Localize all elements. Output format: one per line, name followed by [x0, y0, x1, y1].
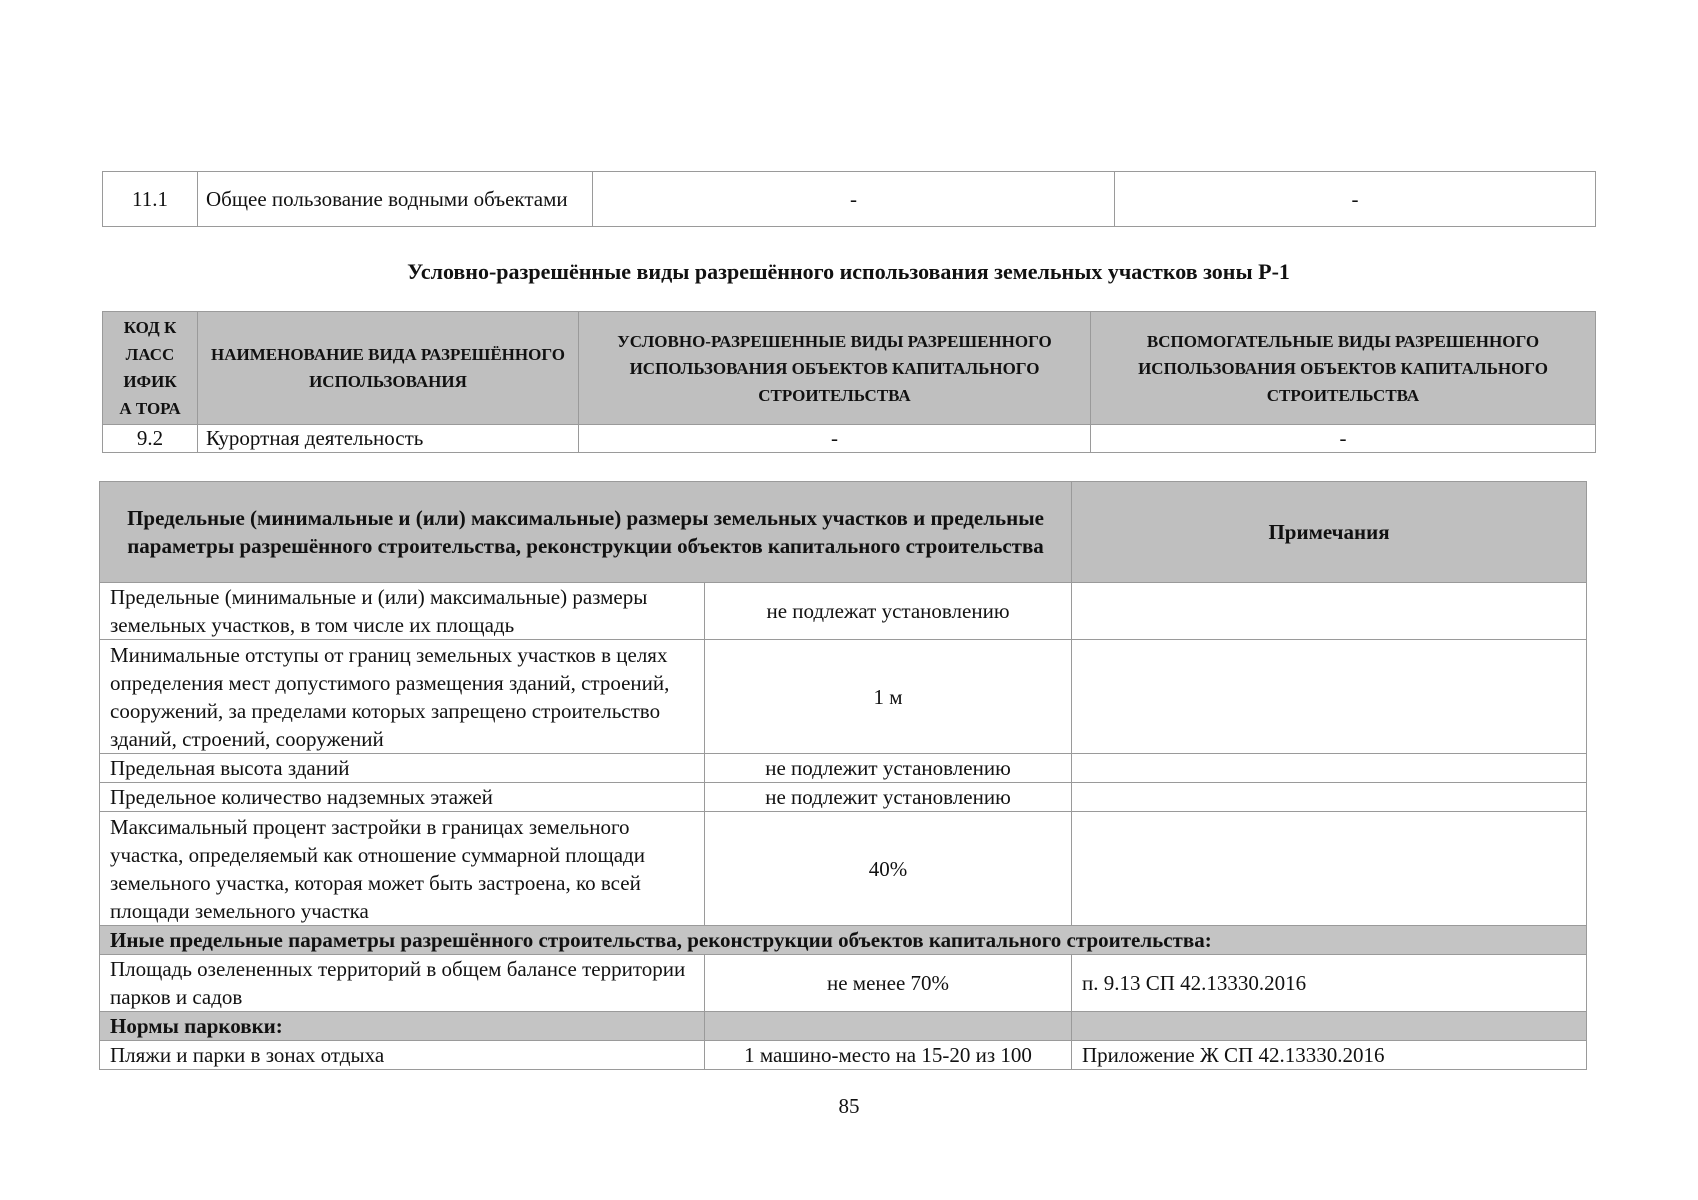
header-auxiliary: ВСПОМОГАТЕЛЬНЫЕ ВИДЫ РАЗРЕШЕННОГО ИСПОЛЬЗОВАНИЯ ОБЪЕКТОВ КАПИТАЛЬНОГО СТРОИТЕЛЬСТВА	[1091, 312, 1596, 425]
header-notes: Примечания	[1072, 482, 1587, 583]
table-row	[100, 783, 1587, 812]
empty-cell	[705, 1012, 1072, 1041]
param-note	[1072, 583, 1587, 640]
param-note	[1072, 812, 1587, 926]
conditional-uses: -	[593, 172, 1115, 227]
param-value: 40%	[705, 812, 1072, 926]
param-value: 1 машино-место на 15-20 из 100	[705, 1041, 1072, 1070]
parameters-table	[99, 481, 1587, 1070]
param-name: Предельное количество надземных этажей	[100, 783, 705, 812]
other-params-row	[100, 926, 1587, 955]
header-parameters: Предельные (минимальные и (или) максимальные) размеры земельных участков и предельные параметры разрешённого строительства, реконструкции объектов капитального строительства	[100, 482, 1072, 583]
param-note	[1072, 640, 1587, 754]
param-note: Приложение Ж СП 42.13330.2016	[1072, 1041, 1587, 1070]
header-code	[103, 312, 198, 425]
table-row	[103, 425, 1596, 453]
table-row	[100, 754, 1587, 783]
header-code-text: КОД КЛАСС ИФИКА ТОРА	[119, 318, 181, 418]
auxiliary-uses: -	[1091, 425, 1596, 453]
page-number: 85	[838, 1094, 860, 1118]
header-conditional: УСЛОВНО-РАЗРЕШЕННЫЕ ВИДЫ РАЗРЕШЕННОГО ИСПОЛЬЗОВАНИЯ ОБЪЕКТОВ КАПИТАЛЬНОГО СТРОИТЕЛЬСТВА	[579, 312, 1091, 425]
auxiliary-uses: -	[1115, 172, 1596, 227]
classifier-code: 9.2	[103, 425, 198, 453]
table-row	[100, 812, 1587, 926]
table-row	[100, 640, 1587, 754]
param-note	[1072, 783, 1587, 812]
param-name: Предельные (минимальные и (или) максимальные) размеры земельных участков, в том числе их площадь	[100, 583, 705, 640]
param-name: Предельная высота зданий	[100, 754, 705, 783]
param-value: не менее 70%	[705, 955, 1072, 1012]
parking-heading: Нормы парковки:	[100, 1012, 705, 1041]
param-value: не подлежит установлению	[705, 754, 1072, 783]
table-row	[100, 583, 1587, 640]
use-name: Курортная деятельность	[198, 425, 579, 453]
other-params-heading: Иные предельные параметры разрешённого строительства, реконструкции объектов капитального строительства:	[100, 926, 1587, 955]
table-header-row	[103, 312, 1596, 425]
use-name: Общее пользование водными объектами	[198, 172, 593, 227]
param-note	[1072, 754, 1587, 783]
table-header-row	[100, 482, 1587, 583]
param-value: 1 м	[705, 640, 1072, 754]
parking-heading-row	[100, 1012, 1587, 1041]
param-note: п. 9.13 СП 42.13330.2016	[1072, 955, 1587, 1012]
empty-cell	[1072, 1012, 1587, 1041]
param-name: Пляжи и парки в зонах отдыха	[100, 1041, 705, 1070]
param-value: не подлежит установлению	[705, 783, 1072, 812]
header-name: НАИМЕНОВАНИЕ ВИДА РАЗРЕШЁННОГО ИСПОЛЬЗОВАНИЯ	[198, 312, 579, 425]
water-use-table	[102, 171, 1596, 227]
param-name: Минимальные отступы от границ земельных участков в целях определения мест допустимого размещения зданий, строений, сооружений, за пределами которых запрещено строительство зданий, строений, сооружений	[100, 640, 705, 754]
table-row	[100, 955, 1587, 1012]
conditional-use-table	[102, 311, 1596, 453]
classifier-code: 11.1	[103, 172, 198, 227]
conditional-uses: -	[579, 425, 1091, 453]
param-name: Площадь озелененных территорий в общем балансе территории парков и садов	[100, 955, 705, 1012]
table-row	[103, 172, 1596, 227]
param-name: Максимальный процент застройки в границах земельного участка, определяемый как отношение суммарной площади земельного участка, которая может быть застроена, ко всей площади земельного участка	[100, 812, 705, 926]
section-heading: Условно-разрешённые виды разрешённого использования земельных участков зоны Р-1	[407, 259, 1290, 284]
param-value: не подлежат установлению	[705, 583, 1072, 640]
table-row	[100, 1041, 1587, 1070]
